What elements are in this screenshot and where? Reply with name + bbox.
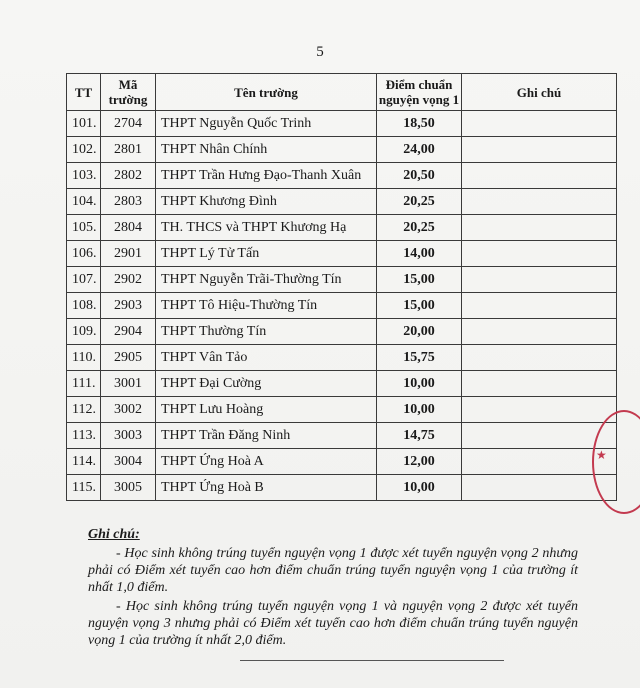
school-name: THPT Lưu Hoàng — [156, 397, 377, 423]
admission-score-table — [66, 73, 617, 501]
cutoff-score: 15,00 — [377, 267, 462, 293]
cutoff-score: 15,00 — [377, 293, 462, 319]
header-school-code-line2: trường — [108, 92, 148, 107]
seal-star-icon: ★ — [596, 448, 607, 462]
school-name: THPT Nhân Chính — [156, 137, 377, 163]
school-code: 2804 — [101, 215, 156, 241]
school-code: 2802 — [101, 163, 156, 189]
school-code: 3002 — [101, 397, 156, 423]
school-code: 2904 — [101, 319, 156, 345]
cutoff-score: 12,00 — [377, 449, 462, 475]
row-note — [462, 241, 617, 267]
row-note — [462, 189, 617, 215]
cutoff-score: 20,50 — [377, 163, 462, 189]
cutoff-score: 20,25 — [377, 215, 462, 241]
header-tt: TT — [67, 74, 101, 111]
table-row — [67, 475, 617, 501]
cutoff-score: 24,00 — [377, 137, 462, 163]
row-number: 114. — [67, 449, 101, 475]
row-number: 110. — [67, 345, 101, 371]
row-number: 113. — [67, 423, 101, 449]
school-name: TH. THCS và THPT Khương Hạ — [156, 215, 377, 241]
notes-section — [88, 526, 578, 651]
school-code: 2801 — [101, 137, 156, 163]
school-code: 2803 — [101, 189, 156, 215]
table-row — [67, 267, 617, 293]
school-code: 2902 — [101, 267, 156, 293]
school-name: THPT Ứng Hoà B — [156, 475, 377, 501]
row-number: 108. — [67, 293, 101, 319]
cutoff-score: 14,75 — [377, 423, 462, 449]
school-code: 2903 — [101, 293, 156, 319]
divider-line — [240, 660, 504, 661]
table-row — [67, 137, 617, 163]
notes-title: Ghi chú: — [88, 527, 140, 542]
school-code: 2905 — [101, 345, 156, 371]
table-header-row — [67, 74, 617, 111]
row-note — [462, 345, 617, 371]
row-number: 109. — [67, 319, 101, 345]
school-name: THPT Đại Cường — [156, 371, 377, 397]
table-row — [67, 189, 617, 215]
row-number: 101. — [67, 111, 101, 137]
cutoff-score: 10,00 — [377, 475, 462, 501]
school-code: 3004 — [101, 449, 156, 475]
table-row — [67, 423, 617, 449]
school-name: THPT Nguyễn Trãi-Thường Tín — [156, 267, 377, 293]
row-number: 105. — [67, 215, 101, 241]
table-row — [67, 397, 617, 423]
cutoff-score: 10,00 — [377, 397, 462, 423]
header-school-name: Tên trường — [156, 74, 377, 111]
header-score — [377, 74, 462, 111]
header-note: Ghi chú — [462, 74, 617, 111]
cutoff-score: 10,00 — [377, 371, 462, 397]
school-name: THPT Trần Hưng Đạo-Thanh Xuân — [156, 163, 377, 189]
row-note — [462, 137, 617, 163]
school-name: THPT Ứng Hoà A — [156, 449, 377, 475]
row-note — [462, 293, 617, 319]
note-item: - Học sinh không trúng tuyển nguyện vọng 1 được xét tuyển nguyện vọng 2 nhưng phải có Điểm xét tuyển cao hơn điểm chuẩn trúng tuyển nguyện vọng 1 của trường ít nhất 1,0 điểm. — [88, 546, 578, 595]
table-row — [67, 449, 617, 475]
row-number: 106. — [67, 241, 101, 267]
row-note — [462, 111, 617, 137]
school-code: 3001 — [101, 371, 156, 397]
header-school-code — [101, 74, 156, 111]
school-name: THPT Khương Đình — [156, 189, 377, 215]
row-number: 102. — [67, 137, 101, 163]
school-name: THPT Nguyễn Quốc Trinh — [156, 111, 377, 137]
school-code: 2704 — [101, 111, 156, 137]
row-number: 115. — [67, 475, 101, 501]
cutoff-score: 15,75 — [377, 345, 462, 371]
school-name: THPT Trần Đăng Ninh — [156, 423, 377, 449]
table-row — [67, 345, 617, 371]
row-note — [462, 371, 617, 397]
school-name: THPT Tô Hiệu-Thường Tín — [156, 293, 377, 319]
table-row — [67, 293, 617, 319]
row-number: 112. — [67, 397, 101, 423]
cutoff-score: 18,50 — [377, 111, 462, 137]
school-code: 3005 — [101, 475, 156, 501]
cutoff-score: 14,00 — [377, 241, 462, 267]
row-note — [462, 319, 617, 345]
note-item: - Học sinh không trúng tuyển nguyện vọng 1 và nguyện vọng 2 được xét tuyển nguyện vọng 3 nhưng phải có Điểm xét tuyển cao hơn điểm chuẩn trúng tuyển nguyện vọng 1 của trường ít nhất 2,0 điểm. — [88, 599, 578, 648]
table-row — [67, 163, 617, 189]
table-row — [67, 371, 617, 397]
row-note — [462, 267, 617, 293]
row-number: 103. — [67, 163, 101, 189]
school-name: THPT Thường Tín — [156, 319, 377, 345]
row-note — [462, 163, 617, 189]
school-name: THPT Lý Tử Tấn — [156, 241, 377, 267]
row-note — [462, 215, 617, 241]
table-row — [67, 111, 617, 137]
page-number: 5 — [316, 44, 324, 60]
row-number: 104. — [67, 189, 101, 215]
cutoff-score: 20,25 — [377, 189, 462, 215]
table-row — [67, 319, 617, 345]
table-row — [67, 241, 617, 267]
table-row — [67, 215, 617, 241]
school-code: 3003 — [101, 423, 156, 449]
cutoff-score: 20,00 — [377, 319, 462, 345]
row-number: 107. — [67, 267, 101, 293]
header-score-line2: nguyện vọng 1 — [378, 92, 460, 107]
school-name: THPT Vân Tảo — [156, 345, 377, 371]
header-school-code-line1: Mã — [118, 77, 138, 92]
school-code: 2901 — [101, 241, 156, 267]
header-score-line1: Điểm chuẩn — [385, 77, 453, 92]
row-note — [462, 397, 617, 423]
row-number: 111. — [67, 371, 101, 397]
